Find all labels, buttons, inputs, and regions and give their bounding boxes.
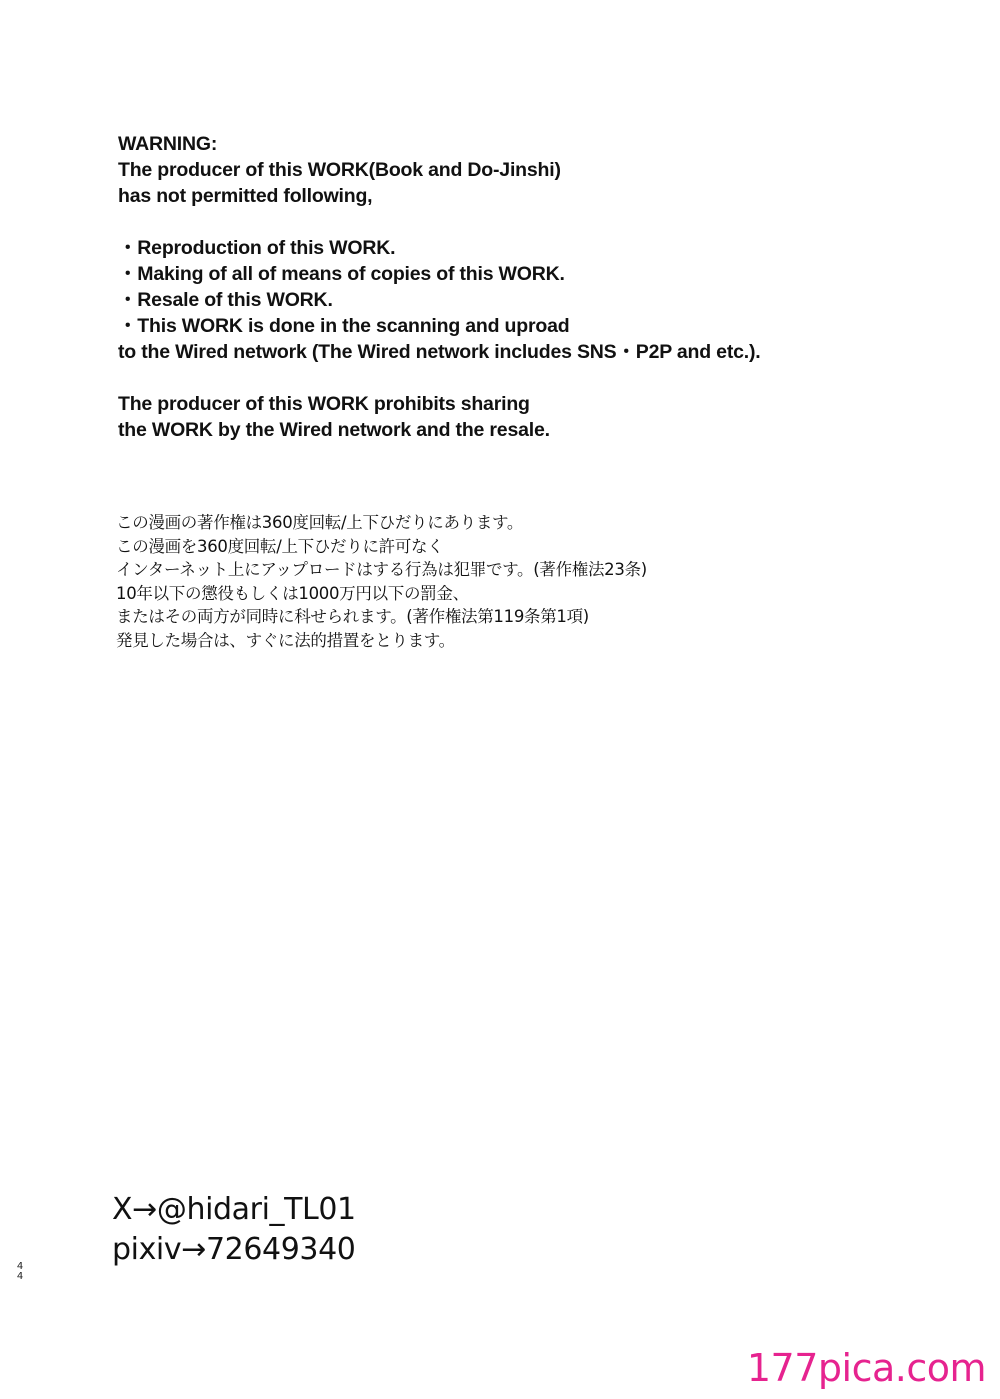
notice-line: インターネット上にアップロードはする行為は犯罪です。(著作権法23条) [116, 560, 647, 580]
site-watermark: 177pica.com [746, 1346, 986, 1390]
page-number-digit: 4 [16, 1271, 24, 1282]
notice-line: この漫画の著作権は360度回転/上下ひだりにあります。 [116, 513, 524, 532]
paragraph-gap [118, 365, 918, 391]
page-number [14, 1262, 26, 1282]
copyright-notice-japanese [116, 511, 916, 653]
pixiv-id: pixiv→72649340 [112, 1232, 356, 1267]
page-number-digit: 4 [16, 1261, 24, 1272]
notice-line: またはその両方が同時に科せられます。(著作権法第119条第1項) [116, 607, 589, 627]
copyright-warning-english [118, 131, 918, 443]
notice-line: 10年以下の懲役もしくは1000万円以下の罰金、 [116, 583, 469, 603]
contact-info [112, 1190, 356, 1270]
warning-heading: WARNING: [118, 133, 218, 155]
x-handle: X→@hidari_TL01 [112, 1192, 356, 1227]
warning-line: The producer of this WORK prohibits sharing [118, 393, 530, 415]
warning-line: The producer of this WORK(Book and Do-Jinshi) [118, 159, 561, 181]
warning-line: has not permitted following, [118, 185, 373, 207]
warning-bullet: ・Reproduction of this WORK. [118, 237, 396, 259]
paragraph-gap [118, 209, 918, 235]
warning-bullet: ・This WORK is done in the scanning and uproad [118, 315, 570, 337]
notice-line: この漫画を360度回転/上下ひだりに許可なく [116, 536, 444, 556]
notice-line: 発見した場合は、すぐに法的措置をとります。 [116, 630, 455, 650]
warning-line: the WORK by the Wired network and the resale. [118, 419, 550, 441]
warning-line: to the Wired network (The Wired network includes SNS・P2P and etc.). [118, 341, 761, 363]
warning-bullet: ・Making of all of means of copies of this WORK. [118, 263, 565, 285]
warning-bullet: ・Resale of this WORK. [118, 289, 333, 311]
